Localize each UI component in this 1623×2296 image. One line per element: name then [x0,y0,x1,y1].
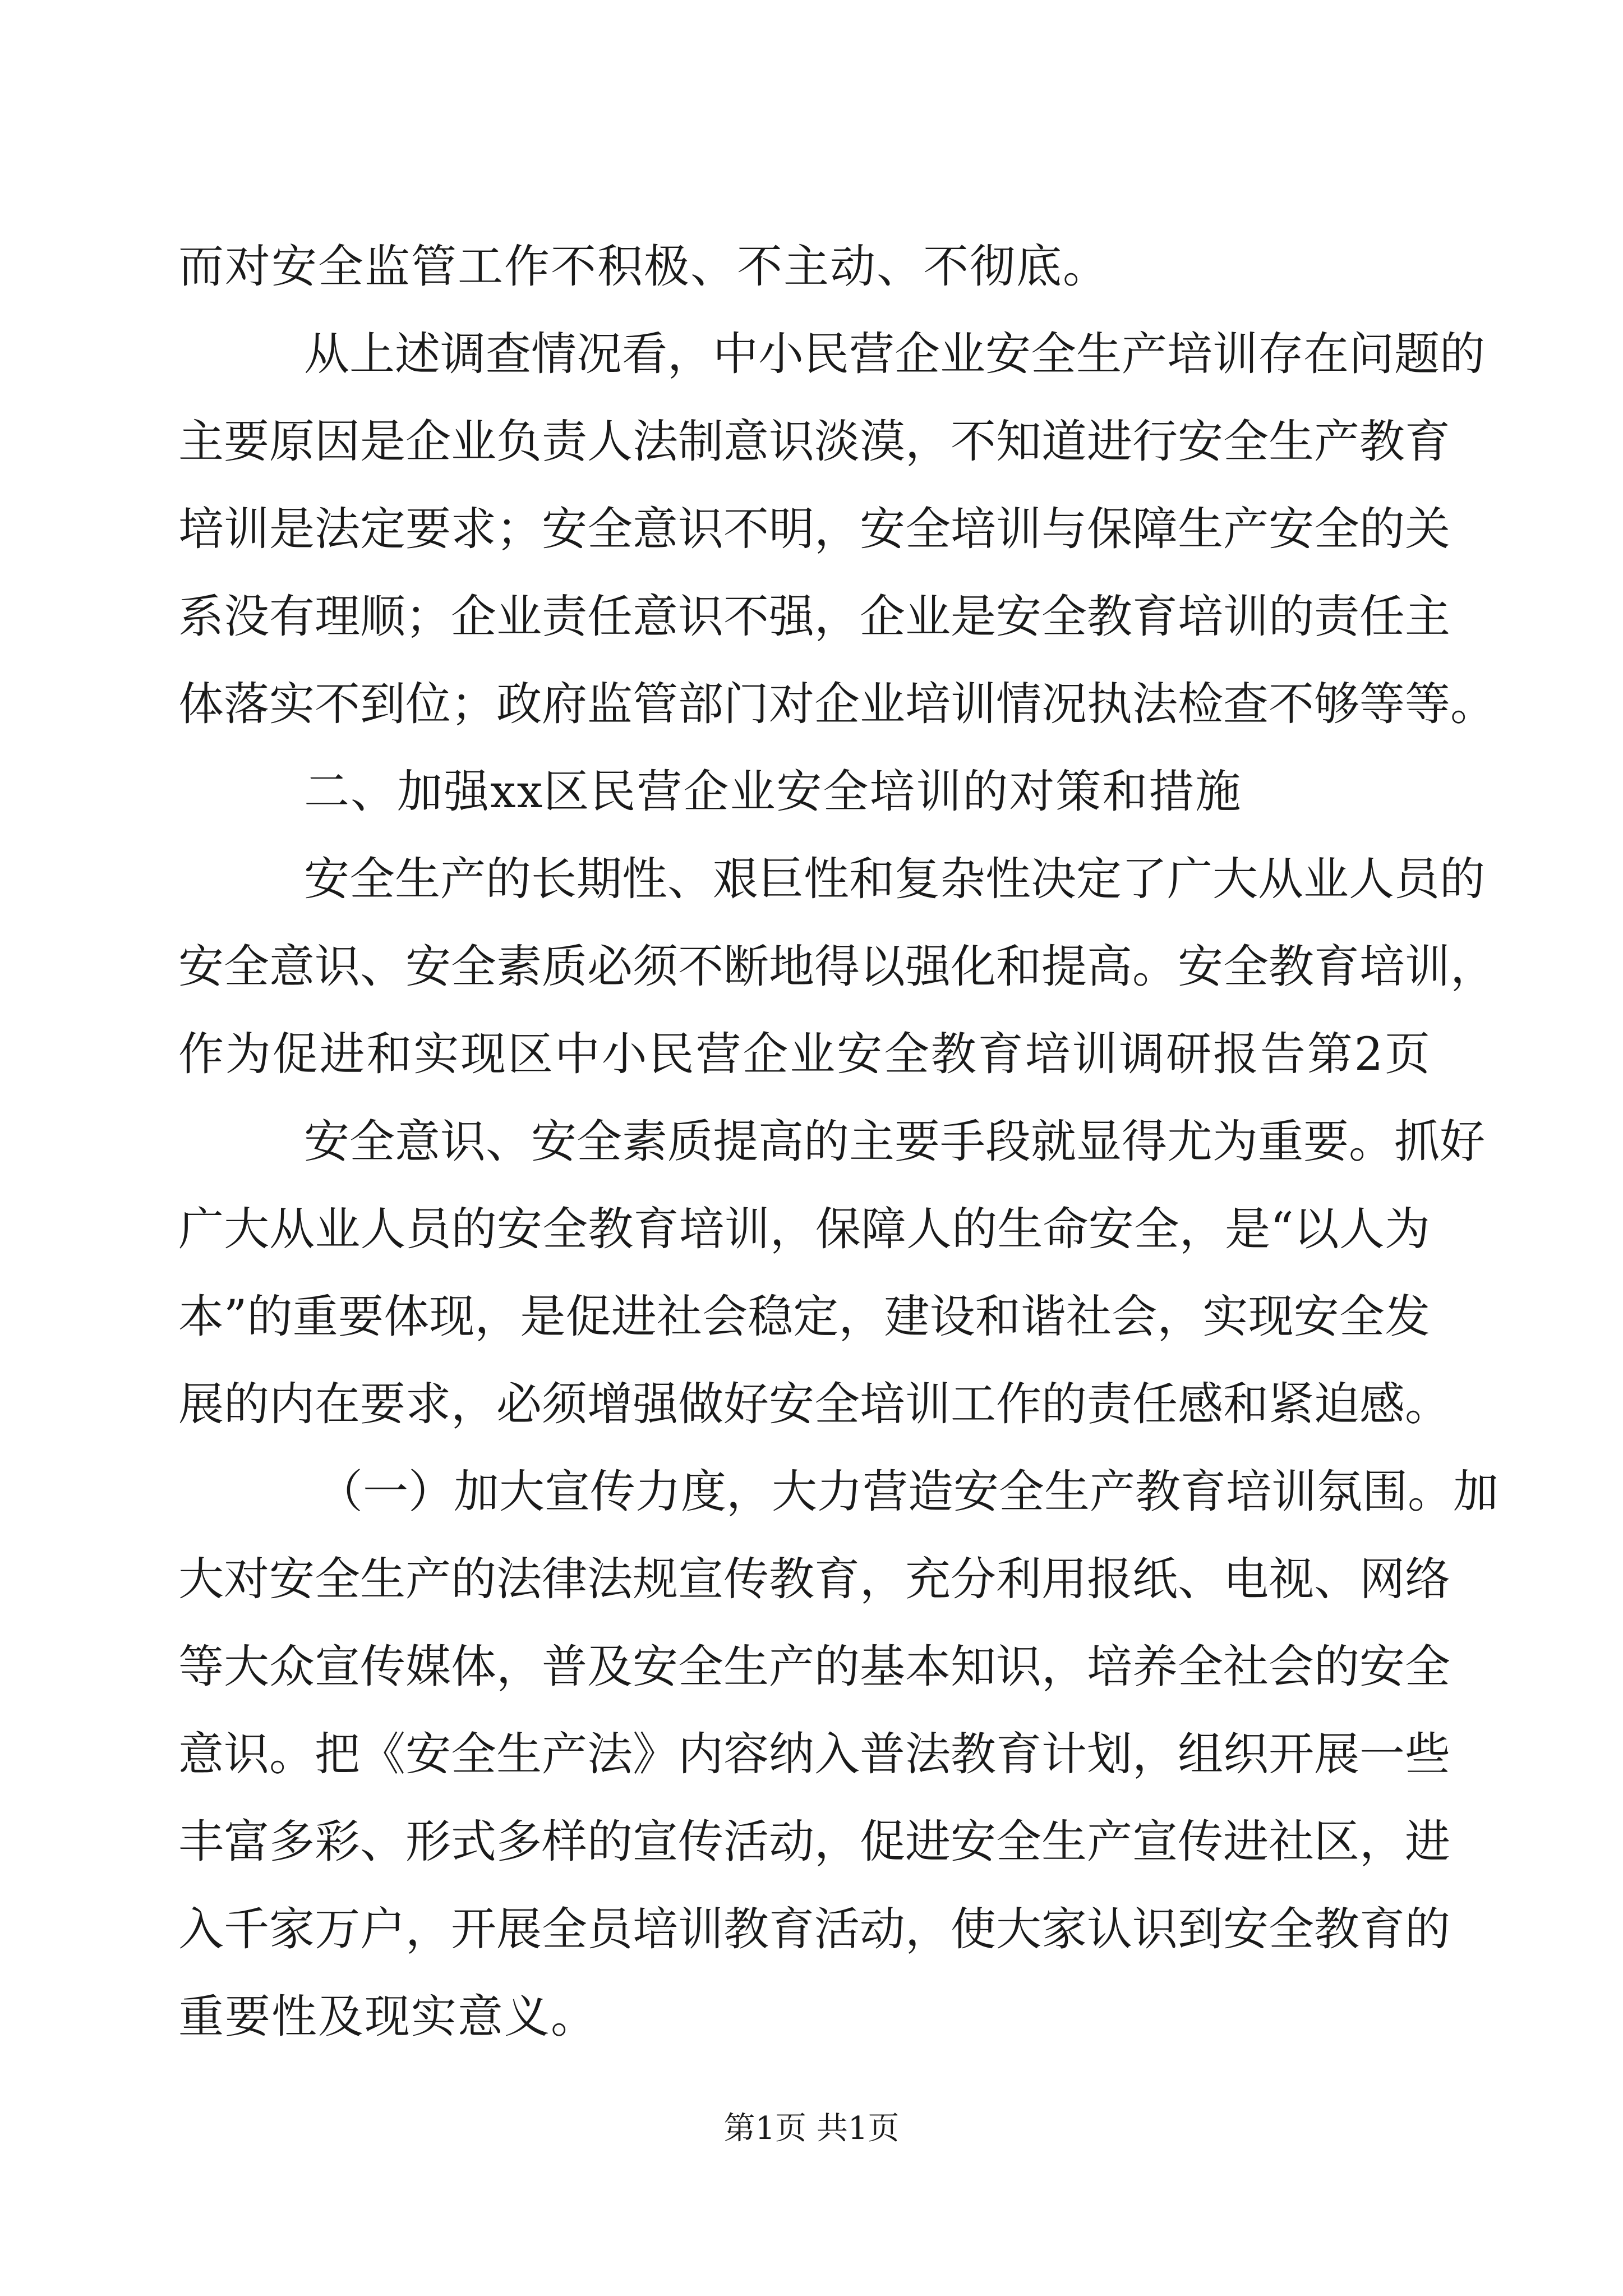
text-line: 等大众宣传媒体，普及安全生产的基本知识，培养全社会的安全 [178,1641,1451,1694]
document-body [178,223,1499,2061]
text-line: 广大从业人员的安全教育培训，保障人的生命安全，是“以人为 [178,1203,1430,1256]
text-line: 入千家万户，开展全员培训教育活动，使大家认识到安全教育的 [178,1903,1451,1956]
text-line: 重要性及现实意义。 [178,1991,598,2044]
text-line: 而对安全监管工作不积极、不主动、不彻底。 [178,241,1110,293]
page-footer: 第1页 共1页 [723,2110,900,2147]
text-line: 安全意识、安全素质提高的主要手段就显得尤为重要。抓好 [304,1116,1486,1168]
text-line: 安全意识、安全素质必须不断地得以强化和提高。安全教育培训， [178,941,1496,993]
text-line: （一）加大宣传力度，大力营造安全生产教育培训氛围。加 [317,1466,1499,1519]
text-line: 系没有理顺；企业责任意识不强，企业是安全教育培训的责任主 [178,591,1451,643]
section-heading: 二、加强xx区民营企业安全培训的对策和措施 [304,766,1242,818]
text-line: 展的内在要求，必须增强做好安全培训工作的责任感和紧迫感。 [178,1378,1451,1431]
text-line: 培训是法定要求；安全意识不明，安全培训与保障生产安全的关 [178,503,1451,556]
text-line: 作为促进和实现区中小民营企业安全教育培训调研报告第2页 [178,1028,1430,1081]
text-line: 安全生产的长期性、艰巨性和复杂性决定了广大从业人员的 [304,853,1486,906]
text-line: 意识。把《安全生产法》内容纳入普法教育计划，组织开展一些 [178,1728,1451,1781]
text-line: 主要原因是企业负责人法制意识淡漠，不知道进行安全生产教育 [178,416,1451,468]
text-line: 从上述调查情况看，中小民营企业安全生产培训存在问题的 [304,328,1486,381]
text-line: 大对安全生产的法律法规宣传教育，充分利用报纸、电视、网络 [178,1553,1451,1606]
text-line: 丰富多彩、形式多样的宣传活动，促进安全生产宣传进社区，进 [178,1816,1451,1869]
text-line: 本”的重要体现，是促进社会稳定，建设和谐社会，实现安全发 [178,1291,1430,1343]
text-line: 体落实不到位；政府监管部门对企业培训情况执法检查不够等等。 [178,678,1496,731]
